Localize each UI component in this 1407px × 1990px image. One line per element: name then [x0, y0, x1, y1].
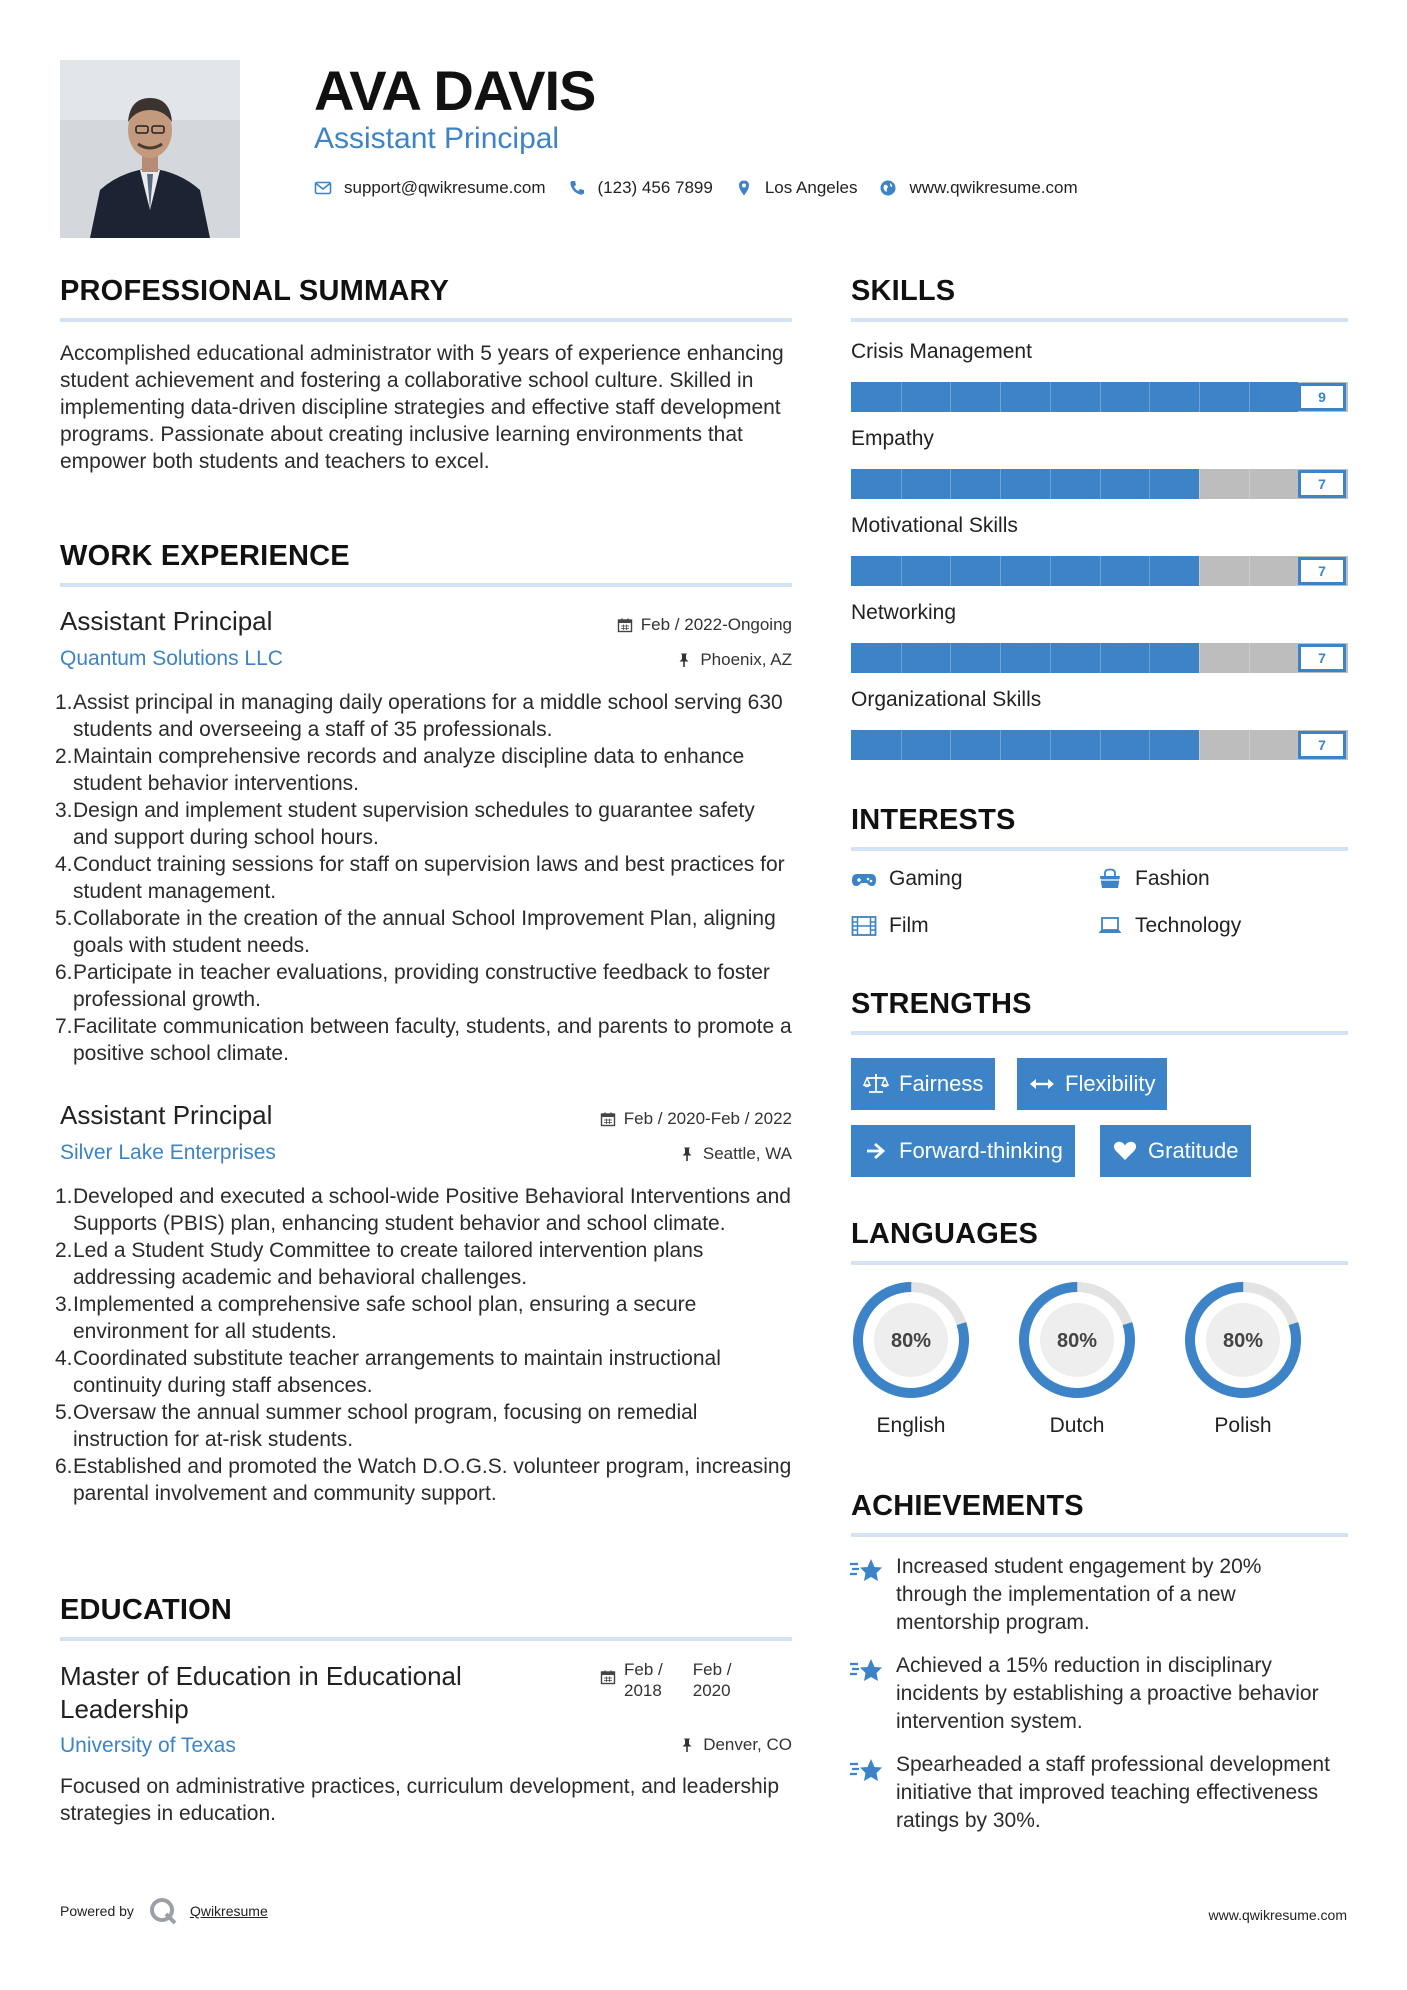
language-percent: 80%: [1056, 1330, 1098, 1352]
achievement-item: Increased student engagement by 20% through the implementation of a new mentorship program.: [896, 1555, 1262, 1634]
globe-icon: [879, 179, 897, 197]
interest-label: Technology: [1135, 914, 1242, 937]
language-name: Dutch: [1049, 1414, 1105, 1437]
interests-heading: INTERESTS: [851, 804, 1016, 836]
job-dates: [600, 1109, 792, 1129]
skill-bar-segment: [1249, 643, 1250, 673]
interest-label: Fashion: [1135, 867, 1210, 890]
skill-bar-segment: [901, 382, 902, 412]
language-progress-ring: [1015, 1278, 1139, 1402]
handbag-icon: [1097, 868, 1123, 890]
location-contact: [735, 178, 858, 198]
bullet-text: Implemented a comprehensive safe school plan, ensuring a secure environment for all students.: [73, 1293, 697, 1343]
list-item: 3. Implemented a comprehensive safe school plan, ensuring a secure environment for all students.: [55, 1293, 697, 1343]
skill-bar-segment: [950, 730, 951, 760]
laptop-icon: [1097, 915, 1123, 937]
skill-score-badge: 7: [1298, 470, 1346, 498]
skill-bar-segment: [950, 643, 951, 673]
skill-bar-segment: [950, 556, 951, 586]
education-divider: [60, 1637, 792, 1641]
skill-name: Motivational Skills: [851, 514, 1018, 537]
calendar-icon: [600, 1111, 616, 1127]
skill-bar-segment: [1199, 556, 1200, 586]
arrows-horizontal-icon: [1029, 1072, 1055, 1096]
skill-bar-segment: [1249, 382, 1250, 412]
education-dates: [600, 1659, 732, 1701]
map-marker-icon: [735, 179, 753, 197]
job-company: Silver Lake Enterprises: [60, 1141, 276, 1164]
skill-bar-segment: [1100, 730, 1101, 760]
footer-url[interactable]: www.qwikresume.com: [1208, 1907, 1347, 1923]
bullet-text: Led a Student Study Committee to create tailored intervention plans addressing academic and behavioral challenges.: [73, 1239, 704, 1289]
bullet-text: Design and implement student supervision schedules to guarantee safety and support during school hours.: [73, 799, 755, 849]
summary-text: Accomplished educational administrator with 5 years of experience enhancing student achievement and fostering a collaborative school culture. Skilled in implementing data-driven discipline strategies and effective staff development programs. Passionate about creating inclusive learning environments that empower both students and teachers to excel.: [60, 342, 784, 473]
powered-by-text: Powered by: [60, 1903, 134, 1919]
skill-bar-segment: [1100, 469, 1101, 499]
star-achievement-icon: [849, 1657, 883, 1687]
interests-divider: [851, 847, 1348, 851]
skill-bar-segment: [1000, 382, 1001, 412]
skill-bar-segment: [1050, 730, 1051, 760]
bullet-text: Facilitate communication between faculty, students, and parents to promote a positive school climate.: [73, 1015, 792, 1065]
skill-bar: [851, 643, 1348, 673]
skill-bar: [851, 556, 1348, 586]
interest-item-gaming: [851, 867, 963, 891]
skill-name: Organizational Skills: [851, 688, 1042, 711]
skill-bar: [851, 730, 1348, 760]
pin-icon: [679, 1146, 695, 1162]
languages-divider: [851, 1261, 1348, 1265]
star-achievement-icon: [849, 1757, 883, 1787]
skill-score-badge: 7: [1298, 644, 1346, 672]
website-text: www.qwikresume.com: [909, 178, 1078, 197]
bullet-text: Oversaw the annual summer school program, focusing on remedial instruction for at-risk students.: [73, 1401, 698, 1451]
degree-title: [60, 1660, 462, 1726]
skill-bar-segment: [1100, 643, 1101, 673]
heart-icon: [1112, 1139, 1138, 1163]
pin-icon: [679, 1737, 695, 1753]
skill-bar-fill: [851, 730, 1199, 760]
school-name: University of Texas: [60, 1734, 236, 1757]
job-dates-text: Feb / 2020-Feb / 2022: [623, 1109, 792, 1128]
skill-name: Empathy: [851, 427, 934, 450]
strength-label: Forward-thinking: [899, 1138, 1063, 1163]
skill-bar-segment: [1100, 382, 1101, 412]
brand-link[interactable]: Qwikresume: [189, 1903, 268, 1919]
phone-contact[interactable]: [568, 178, 713, 198]
interest-item-film: [851, 914, 929, 938]
skill-bar-segment: [1050, 382, 1051, 412]
summary-divider: [60, 318, 792, 322]
footer-powered-by: [60, 1896, 268, 1926]
job-location-text: Phoenix, AZ: [700, 650, 792, 669]
list-item: 7. Facilitate communication between faculty, students, and parents to promote a positive school climate.: [55, 1015, 792, 1065]
education-start: [624, 1659, 663, 1701]
language-percent: 80%: [1222, 1330, 1264, 1352]
degree-line-2: Leadership: [60, 1694, 189, 1724]
strength-badge-forward-thinking: [851, 1125, 1075, 1177]
bullet-text: Developed and executed a school-wide Positive Behavioral Interventions and Supports (PBIS) plan, enhancing student behavior and school climate.: [73, 1185, 791, 1235]
interest-label: Film: [889, 914, 929, 937]
skill-bar-segment: [1199, 382, 1200, 412]
strength-label: Fairness: [899, 1071, 984, 1096]
job-title: Assistant Principal: [60, 1100, 273, 1130]
list-item: 6. Participate in teacher evaluations, providing constructive feedback to foster professional growth.: [55, 961, 770, 1011]
skill-bar-segment: [1000, 730, 1001, 760]
achievements-heading: ACHIEVEMENTS: [851, 1490, 1084, 1522]
skill-bar-segment: [1000, 469, 1001, 499]
skill-score-badge: 7: [1298, 557, 1346, 585]
contact-bar: [314, 178, 1100, 198]
skill-bar-segment: [1249, 556, 1250, 586]
language-progress-ring: [849, 1278, 973, 1402]
skills-heading: SKILLS: [851, 275, 956, 307]
education-heading: EDUCATION: [60, 1594, 233, 1626]
skill-score-badge: 9: [1298, 383, 1346, 411]
phone-icon: [568, 179, 586, 197]
achievement-item: Spearheaded a staff professional development initiative that improved teaching effectiveness ratings by 30%.: [896, 1753, 1330, 1832]
list-item: 4. Coordinated substitute teacher arrangements to maintain instructional continuity during staff absences.: [55, 1347, 721, 1397]
strengths-heading: STRENGTHS: [851, 988, 1032, 1020]
candidate-name: AVA DAVIS: [314, 59, 596, 122]
language-progress-ring: [1181, 1278, 1305, 1402]
work-divider: [60, 583, 792, 587]
language-name: Polish: [1214, 1414, 1272, 1437]
job-location-text: Seattle, WA: [702, 1144, 792, 1163]
skill-bar-segment: [1249, 730, 1250, 760]
end-line-1: Feb /: [692, 1660, 732, 1679]
skill-bar-segment: [1100, 556, 1101, 586]
strength-label: Flexibility: [1065, 1071, 1156, 1096]
skill-bar-fill: [851, 382, 1298, 412]
strength-label: Gratitude: [1148, 1138, 1239, 1163]
list-item: 5. Collaborate in the creation of the annual School Improvement Plan, aligning goals with student needs.: [55, 907, 776, 957]
skill-bar-segment: [1050, 556, 1051, 586]
email-text: support@qwikresume.com: [344, 178, 546, 197]
qwikresume-logo-icon: [148, 1896, 178, 1926]
interest-item-fashion: [1097, 867, 1210, 891]
summary-heading: PROFESSIONAL SUMMARY: [60, 275, 450, 307]
language-name: English: [876, 1414, 946, 1437]
language-percent: 80%: [890, 1330, 932, 1352]
job-dates: [617, 615, 792, 635]
film-icon: [851, 915, 877, 937]
start-line-2: 2018: [624, 1681, 662, 1700]
profile-photo: [60, 60, 240, 238]
skill-bar-segment: [1149, 643, 1150, 673]
skill-bar: [851, 469, 1348, 499]
skill-bar-segment: [950, 382, 951, 412]
skill-bar-segment: [901, 556, 902, 586]
skill-bar-segment: [950, 469, 951, 499]
strength-badge-gratitude: [1100, 1125, 1251, 1177]
star-achievement-icon: [849, 1557, 883, 1587]
skill-bar: [851, 382, 1348, 412]
list-item: 1. Developed and executed a school-wide Positive Behavioral Interventions and Supports (PBIS) plan, enhancing student behavior and school climate.: [55, 1185, 791, 1235]
bullet-text: Coordinated substitute teacher arrangements to maintain instructional continuity during staff absences.: [73, 1347, 721, 1397]
skill-bar-fill: [851, 469, 1199, 499]
start-line-1: Feb /: [624, 1660, 663, 1679]
education-end: [693, 1659, 732, 1701]
email-contact[interactable]: [314, 178, 546, 198]
skill-bar-segment: [1050, 643, 1051, 673]
interest-label: Gaming: [889, 867, 963, 890]
achievements-divider: [851, 1533, 1348, 1537]
skill-bar-segment: [1199, 643, 1200, 673]
work-heading: WORK EXPERIENCE: [60, 540, 350, 572]
list-item: 6. Established and promoted the Watch D.O.G.S. volunteer program, increasing parental involvement and community support.: [55, 1455, 792, 1505]
job-bullets: [55, 1183, 795, 1507]
bullet-text: Collaborate in the creation of the annual School Improvement Plan, aligning goals with student needs.: [73, 907, 776, 957]
candidate-role: Assistant Principal: [314, 122, 560, 155]
skill-name: Networking: [851, 601, 957, 624]
list-item: 2. Led a Student Study Committee to create tailored intervention plans addressing academic and behavioral challenges.: [55, 1239, 704, 1289]
education-description: Focused on administrative practices, curriculum development, and leadership strategies in education.: [60, 1775, 780, 1825]
skill-bar-segment: [1149, 730, 1150, 760]
list-item: 4. Conduct training sessions for staff on supervision laws and best practices for student management.: [55, 853, 785, 903]
envelope-icon: [314, 179, 332, 197]
job-bullets: [55, 689, 795, 1067]
calendar-icon: [600, 1669, 616, 1685]
end-line-2: 2020: [692, 1681, 731, 1700]
achievement-item: Achieved a 15% reduction in disciplinary incidents by establishing a proactive behavior intervention system.: [896, 1654, 1319, 1733]
list-item: 2. Maintain comprehensive records and analyze discipline data to enhance student behavior interventions.: [55, 745, 745, 795]
list-item: 1. Assist principal in managing daily operations for a middle school serving 630 students and overseeing a staff of 35 professionals.: [55, 691, 783, 741]
list-item: 5. Oversaw the annual summer school program, focusing on remedial instruction for at-risk students.: [55, 1401, 698, 1451]
pin-icon: [676, 652, 692, 668]
skill-bar-segment: [1199, 469, 1200, 499]
job-company: Quantum Solutions LLC: [60, 647, 283, 670]
strength-badge-fairness: [851, 1058, 995, 1110]
skill-score-badge: 7: [1298, 731, 1346, 759]
skill-bar-segment: [1199, 730, 1200, 760]
job-dates-text: Feb / 2022-Ongoing: [640, 615, 792, 634]
phone-text: (123) 456 7899: [597, 178, 713, 197]
gamepad-icon: [851, 868, 877, 890]
strength-badge-flexibility: [1017, 1058, 1167, 1110]
job-location: [679, 1144, 792, 1164]
skill-bar-segment: [1149, 469, 1150, 499]
skill-bar-segment: [901, 730, 902, 760]
skill-bar-segment: [901, 469, 902, 499]
skill-bar-segment: [1249, 469, 1250, 499]
job-location: [676, 650, 792, 670]
bullet-text: Maintain comprehensive records and analyze discipline data to enhance student behavior interventions.: [73, 745, 745, 795]
calendar-icon: [617, 617, 633, 633]
website-contact[interactable]: [879, 178, 1077, 198]
skill-bar-fill: [851, 643, 1199, 673]
list-item: 3. Design and implement student supervision schedules to guarantee safety and support during school hours.: [55, 799, 755, 849]
education-location: [679, 1735, 792, 1755]
job-title: Assistant Principal: [60, 606, 273, 636]
bullet-text: Assist principal in managing daily operations for a middle school serving 630 students and overseeing a staff of 35 professionals.: [73, 691, 783, 741]
skill-bar-segment: [1149, 556, 1150, 586]
skill-bar-segment: [1000, 556, 1001, 586]
strengths-divider: [851, 1031, 1348, 1035]
education-location-text: Denver, CO: [703, 1735, 792, 1754]
languages-heading: LANGUAGES: [851, 1218, 1039, 1250]
skill-bar-segment: [1050, 469, 1051, 499]
location-text: Los Angeles: [764, 178, 858, 197]
skill-name: Crisis Management: [851, 340, 1032, 363]
balance-scale-icon: [863, 1072, 889, 1096]
bullet-text: Conduct training sessions for staff on supervision laws and best practices for student management.: [73, 853, 785, 903]
skill-bar-fill: [851, 556, 1199, 586]
degree-line-1: Master of Education in Educational: [60, 1661, 462, 1691]
interest-item-technology: [1097, 914, 1241, 938]
skill-bar-segment: [901, 643, 902, 673]
skill-bar-segment: [1000, 643, 1001, 673]
skill-bar-segment: [1149, 382, 1150, 412]
bullet-text: Established and promoted the Watch D.O.G.S. volunteer program, increasing parental involvement and community support.: [73, 1455, 792, 1505]
skills-divider: [851, 318, 1348, 322]
bullet-text: Participate in teacher evaluations, providing constructive feedback to foster professional growth.: [73, 961, 770, 1011]
arrow-right-icon: [863, 1139, 889, 1163]
